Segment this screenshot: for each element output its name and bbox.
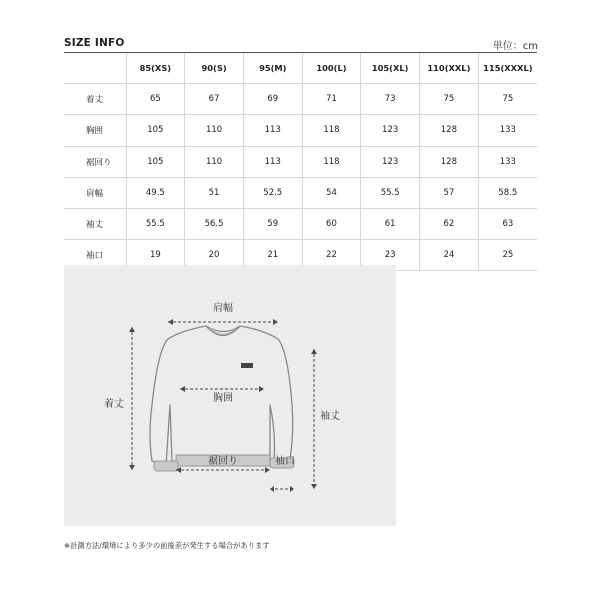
table-row: [64, 84, 537, 115]
size-table: [64, 52, 537, 271]
brand-logo: [241, 363, 253, 368]
table-cell: 60: [302, 208, 361, 239]
table-cell: 105: [126, 115, 185, 146]
table-cell: 128: [420, 146, 479, 177]
arrow-head: [129, 465, 135, 470]
measurement-diagram: [64, 265, 396, 526]
table-cell: 63: [478, 208, 537, 239]
arrow-head: [311, 349, 317, 354]
table-cell: 118: [302, 115, 361, 146]
table-cell: 25: [478, 240, 537, 271]
size-col-m: 95(M): [243, 53, 302, 84]
left-cuff: [154, 461, 178, 471]
label-shoulder: 肩幅: [213, 303, 233, 314]
table-cell: 19: [126, 240, 185, 271]
table-cell: 105: [126, 146, 185, 177]
arrow-head: [311, 484, 317, 489]
size-col-xxxl: 115(XXXL): [478, 53, 537, 84]
table-cell: 62: [420, 208, 479, 239]
table-cell: 61: [361, 208, 420, 239]
table-row: [64, 208, 537, 239]
table-cell: 21: [243, 240, 302, 271]
row-label-hem: 裾回り: [64, 146, 126, 177]
table-cell: 59: [243, 208, 302, 239]
row-label-cuff: 袖口: [64, 240, 126, 271]
table-cell: 55.5: [361, 177, 420, 208]
size-col-l: 100(L): [302, 53, 361, 84]
label-length: 着丈: [104, 399, 124, 410]
table-cell: 54: [302, 177, 361, 208]
size-col-xs: 85(XS): [126, 53, 185, 84]
label-chest: 胸囲: [213, 393, 233, 404]
size-col-xl: 105(XL): [361, 53, 420, 84]
table-cell: 56.5: [185, 208, 244, 239]
table-cell: 123: [361, 146, 420, 177]
table-cell: 113: [243, 146, 302, 177]
table-cell: 52.5: [243, 177, 302, 208]
table-cell: 75: [420, 84, 479, 115]
arrow-head: [129, 327, 135, 332]
table-cell: 73: [361, 84, 420, 115]
table-cell: 65: [126, 84, 185, 115]
table-cell: 118: [302, 146, 361, 177]
table-cell: 24: [420, 240, 479, 271]
table-cell: 23: [361, 240, 420, 271]
table-cell: 75: [478, 84, 537, 115]
table-cell: 58.5: [478, 177, 537, 208]
table-cell: 67: [185, 84, 244, 115]
table-cell: 110: [185, 146, 244, 177]
arrow-head: [270, 486, 274, 492]
size-info-title: SIZE INFO: [64, 37, 125, 49]
size-header-row: [64, 53, 537, 84]
corner-cell: [64, 53, 126, 84]
table-cell: 49.5: [126, 177, 185, 208]
row-label-shoulder: 肩幅: [64, 177, 126, 208]
table-cell: 57: [420, 177, 479, 208]
size-col-xxl: 110(XXL): [420, 53, 479, 84]
table-cell: 110: [185, 115, 244, 146]
size-col-s: 90(S): [185, 53, 244, 84]
arrow-head: [290, 486, 294, 492]
label-cuff: 袖口: [275, 456, 295, 467]
label-hem: 裾回り: [208, 456, 238, 467]
table-row: [64, 177, 537, 208]
table-cell: 133: [478, 146, 537, 177]
row-label-chest: 胸囲: [64, 115, 126, 146]
arrow-head: [265, 467, 270, 473]
table-cell: 128: [420, 115, 479, 146]
table-cell: 20: [185, 240, 244, 271]
table-cell: 113: [243, 115, 302, 146]
table-cell: 22: [302, 240, 361, 271]
arrow-head: [273, 319, 278, 325]
label-sleeve-length: 袖丈: [320, 411, 340, 422]
arrow-head: [168, 319, 173, 325]
table-cell: 71: [302, 84, 361, 115]
table-cell: 133: [478, 115, 537, 146]
table-cell: 55.5: [126, 208, 185, 239]
measurement-footnote: ※計測方法/環境により多少の前後差が発生する場合があります: [64, 541, 270, 550]
sweatshirt-illustration: [64, 265, 396, 526]
table-row: [64, 115, 537, 146]
row-label-length: 着丈: [64, 84, 126, 115]
table-row: [64, 146, 537, 177]
table-cell: 51: [185, 177, 244, 208]
row-label-sleeve: 袖丈: [64, 208, 126, 239]
table-cell: 69: [243, 84, 302, 115]
table-cell: 123: [361, 115, 420, 146]
unit-label: 単位：cm: [492, 41, 538, 52]
